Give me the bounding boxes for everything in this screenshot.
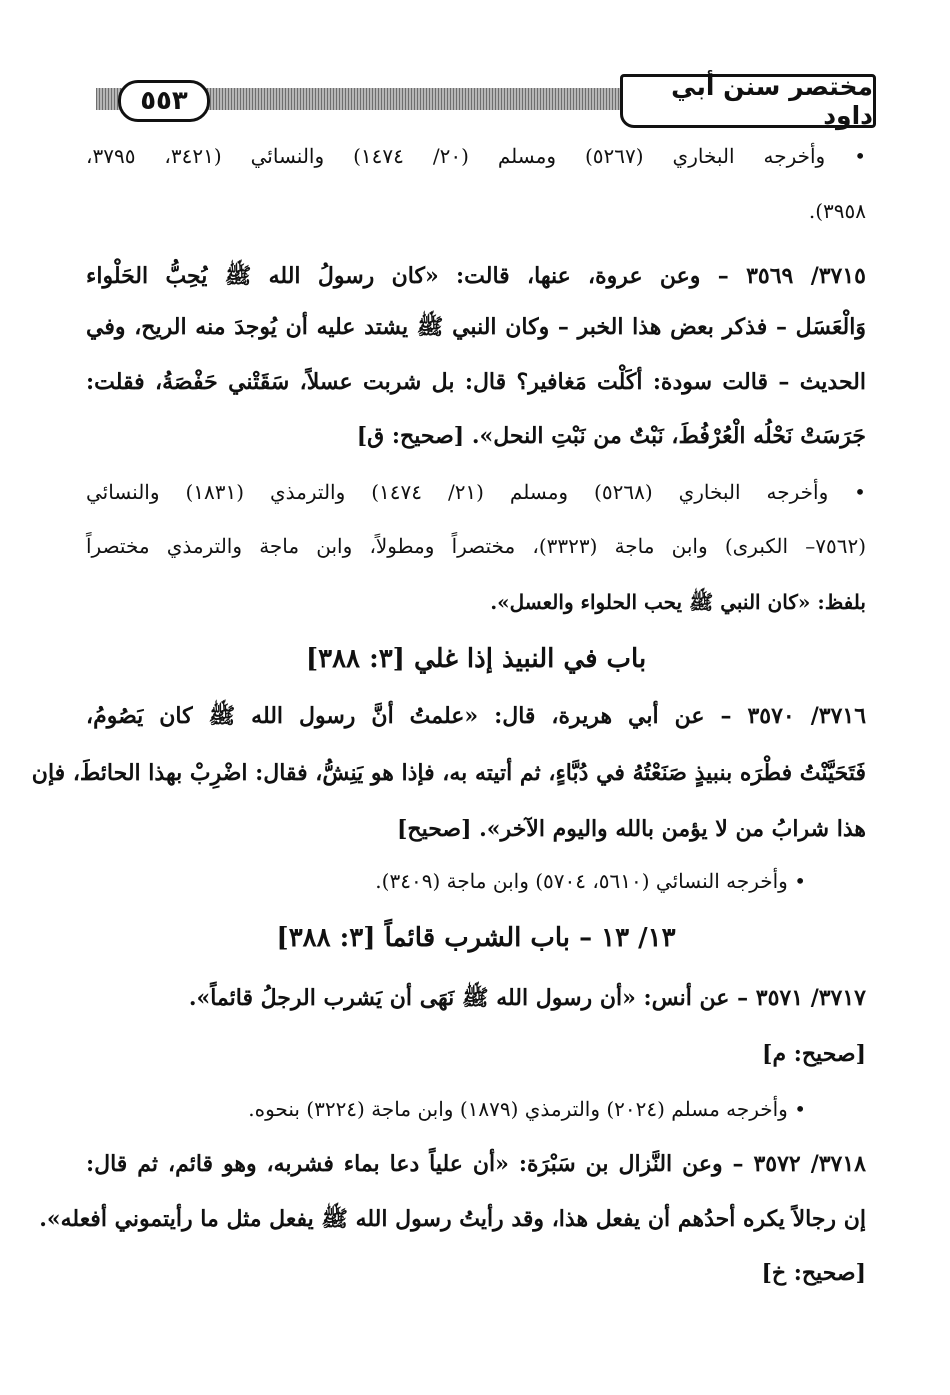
hadith-line: هذا شرابُ من لا يؤمن بالله واليوم الآخر». [صحيح]	[396, 816, 866, 842]
hadith-line: الحديث – قالت سودة: أكَلْت مَغافير؟ قال: بل شربت عسلاً، سَقَتْني حَفْصَةُ، فقلت:	[86, 369, 866, 395]
page-number: ٥٥٣	[118, 80, 210, 122]
grade-label: [صحيح: خ]	[761, 1260, 866, 1286]
grade-label: [صحيح: م]	[762, 1041, 866, 1067]
takhrij-line: • وأخرجه البخاري (٥٢٦٧) ومسلم (٢٠/ ١٤٧٤) والنسائي (٣٤٢١، ٣٧٩٥،	[86, 144, 866, 168]
chapter-heading: ١٣/ ١٣ – باب الشرب قائماً [٣: ٣٨٨]	[276, 923, 676, 953]
hadith-line: وَالْعَسَل – فذكر بعض هذا الخبر – وكان النبي ﷺ يشتد عليه أن يُوجدَ منه الريح، وفي	[86, 314, 866, 340]
hadith-line: ٣٧١٥/ ٣٥٦٩ – وعن عروة، عنها، قالت: «كان رسولُ الله ﷺ يُحِبُّ الحَلْواء	[86, 263, 866, 289]
hadith-line: فَتَحَيَّنْتُ فطْرَه بنبيذٍ صَنَعْتُهُ في دُبَّاءٍ، ثم أتيته به، فإذا هو يَنِشُّ، فقال: اضْرِبْ بهذا الحائطَ، فإن	[31, 760, 866, 786]
hadith-line: ٣٧١٧/ ٣٥٧١ – عن أنس: «أن رسول الله ﷺ نَهَى أن يَشرب الرجلُ قائماً».	[188, 985, 866, 1011]
takhrij-line: ٣٩٥٨).	[808, 199, 866, 223]
page-body	[31, 124, 867, 1300]
takhrij-line: • وأخرجه مسلم (٢٠٢٤) والترمذي (١٨٧٩) وابن ماجة (٣٢٢٤) بنحوه.	[248, 1097, 806, 1121]
chapter-heading: باب في النبيذ إذا غلي [٣: ٣٨٨]	[305, 644, 647, 674]
hadith-line: جَرَسَتْ نَحْلُه الْعُرْفُطَ، نَبْتٌ من نَبْتِ النحل». [صحيح: ق]	[356, 423, 866, 449]
takhrij-line: (٧٥٦٢– الكبرى) وابن ماجة (٣٣٢٣)، مختصراً ومطولاً، وابن ماجة والترمذي مختصراً	[86, 534, 867, 558]
hadith-line: ٣٧١٦/ ٣٥٧٠ – عن أبي هريرة، قال: «علمتُ أنَّ رسول الله ﷺ كان يَصُومُ،	[86, 703, 867, 729]
running-header	[96, 72, 876, 130]
hadith-line: إن رجالاً يكره أحدُهم أن يفعل هذا، وقد رأيتُ رسول الله ﷺ يفعل مثل ما رأيتموني أفعله».	[39, 1206, 866, 1232]
takhrij-line: • وأخرجه النسائي (٥٦١٠، ٥٧٠٤) وابن ماجة (٣٤٠٩).	[375, 869, 806, 893]
book-title: مختصر سنن أبي داود	[620, 74, 876, 128]
hadith-line: ٣٧١٨/ ٣٥٧٢ – وعن النَّزال بن سَبْرَة: «أن علياً دعا بماء فشربه، وهو قائم، ثم قال:	[86, 1151, 866, 1177]
takhrij-line: • وأخرجه البخاري (٥٢٦٨) ومسلم (٢١/ ١٤٧٤) والترمذي (١٨٣١) والنسائي	[86, 480, 866, 504]
takhrij-line: بلفظ: «كان النبي ﷺ يحب الحلواء والعسل».	[490, 590, 866, 614]
